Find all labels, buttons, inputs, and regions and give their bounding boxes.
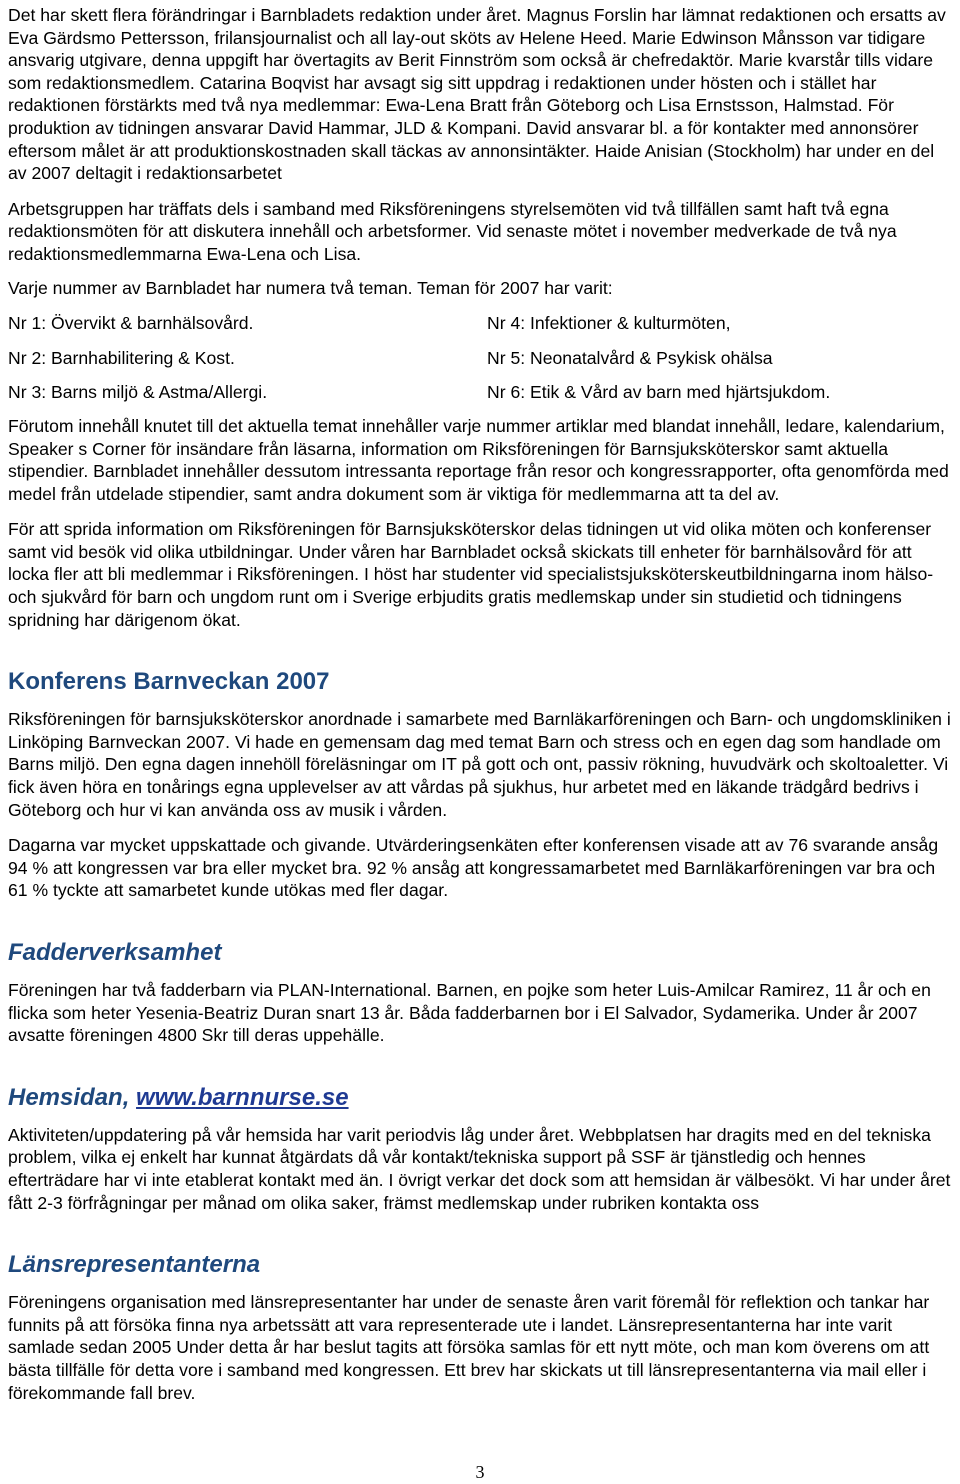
page-number: 3 xyxy=(475,1462,485,1482)
paragraph-sponsorship xyxy=(8,979,952,1047)
sentence: I övrigt verkar det dock som att hemsidan är välbesökt. xyxy=(388,1169,815,1190)
sentence: Utvärderingsenkäten efter konferensen visade att av 76 svarande ansåg 94 % att kongressen var bra eller mycket bra. xyxy=(8,835,939,878)
theme-item: Nr 4: Infektioner & kulturmöten, xyxy=(487,313,731,334)
sentence: Haide Anisian (Stockholm) har under en del av 2007 deltagit i redaktionsarbetet xyxy=(8,140,935,184)
sentence: Vi hade en gemensam dag med temat Barn och stress och en egen dag som handlade om Barns miljö. xyxy=(8,731,941,775)
theme-item: Nr 6: Etik & Vård av barn med hjärtsjukdom. xyxy=(487,382,831,403)
website-heading-prefix: Hemsidan, xyxy=(8,1083,137,1111)
section-heading-regional-reps: Länsrepresentanterna xyxy=(8,1251,261,1279)
sentence: Under år 2007 avsatte föreningen 4800 Skr till deras uppehälle. xyxy=(8,1002,918,1046)
website-link[interactable]: www.barnnurse.se xyxy=(136,1083,349,1111)
section-heading-conference: Konferens Barnveckan 2007 xyxy=(8,668,330,696)
sentence: Barnen, en pojke som heter Luis-Amilcar Ramirez, 11 år och en flicka som heter Yesenia-Beatriz Duran snart 13 år. xyxy=(8,980,931,1023)
sentence: För att sprida information om Riksföreningen för Barnsjuksköterskor delas tidningen ut vid olika möten och konferenser samt vid besök vid olika utbildningar. xyxy=(8,519,932,562)
paragraph-editorial-changes xyxy=(8,4,952,185)
sentence: Catarina Boqvist har avsagt sig sitt uppdrag i redaktionen under hösten och i stället har redaktionen förstärkts med två nya medlemmar: Ewa-Lena Bratt från Göteborg och Lisa Ernstsson, Halmstad. xyxy=(8,72,877,116)
sentence: Vi har under året fått 2-3 förfrågningar per månad om olika saker, främst medlemskap under rubriken kontakta oss xyxy=(8,1169,951,1213)
sentence: Aktiviteten/uppdatering på vår hemsida har varit periodvis låg under året. xyxy=(8,1124,575,1145)
theme-item: Nr 3: Barns miljö & Astma/Allergi. xyxy=(8,382,268,403)
sentence: För produktion av tidningen ansvarar David Hammar, JLD & Kompani. xyxy=(8,95,894,138)
sentence: Webbplatsen har dragits med en del tekniska problem, vilka ej enkelt har kunnat åtgärdats då vår kontakt/tekniska support på SSF är tjänstledig och hennes efterträdare har vi inte etablerat kontakt med än. xyxy=(8,1124,931,1190)
sentence: Båda fadderbarnen bor i El Salvador, Sydamerika. xyxy=(408,1002,801,1023)
sentence: Dagarna var mycket uppskattade och givande. xyxy=(8,835,371,856)
sentence: Den egna dagen innehöll föreläsningar om IT på gott och ont, passiv rökning, huvudvärk och skoltoaletter. xyxy=(104,754,928,775)
sentence: Under våren har Barnbladet också skickats till enheter för barnhälsovård för att locka fler att bli medlemmar i Riksföreningen. xyxy=(8,541,912,585)
sentence: David ansvarar bl. a för kontakter med annonsörer eftersom målet är att produktionskostnaden skall täckas av annonsintäkter. xyxy=(8,117,919,161)
sentence: Förutom innehåll knutet till det aktuella temat innehåller varje nummer artiklar med blandat innehåll, ledare, kalendarium, Speaker s Corner för insändare från läsarna, information om Riksföreningen för Barnsjuksköterskor samt aktuella stipendier. xyxy=(8,415,945,482)
sentence: Magnus Forslin har lämnat redaktionen och ersatts av Eva Gärdsmo Pettersson, frilansjournalist och all lay-out sköts av Helene Heed. xyxy=(8,5,946,48)
sentence: Ett brev har skickats ut till länsrepresentanterna via mail eller i förekommande fall brev. xyxy=(8,1359,927,1403)
section-heading-sponsorship: Fadderverksamhet xyxy=(8,939,222,966)
theme-item: Nr 2: Barnhabilitering & Kost. xyxy=(8,347,235,368)
themes-list xyxy=(8,312,952,404)
theme-item: Nr 5: Neonatalvård & Psykisk ohälsa xyxy=(487,347,773,368)
paragraph-website xyxy=(8,1124,952,1214)
sentence: Arbetsgruppen har träffats dels i samband med Riksföreningens styrelsemöten vid två tillfällen samt haft två egna redaktionsmöten för att diskutera innehåll och arbetsformer. xyxy=(8,198,889,242)
sentence: Föreningens organisation med länsrepresentanter har under de senaste åren varit föremål för reflektion och tankar har funnits på att försöka finna nya arbetssätt att vara representerade ute i landet. xyxy=(8,1292,930,1335)
document-page xyxy=(8,4,952,1404)
sentence: Länsrepresentanterna har inte varit samlade sedan 2005 Under detta år har beslut tagits att försöka samlas för ett nytt möte, och man kom överens om att bästa tillfälle för detta vore i samband med kongressen. xyxy=(8,1314,930,1380)
paragraph-regional-reps xyxy=(8,1291,952,1404)
sentence: Föreningen har två fadderbarn via PLAN-International. xyxy=(8,980,432,1000)
paragraph-distribution xyxy=(8,518,952,631)
sentence: Det har skett flera förändringar i Barnbladets redaktion under året. xyxy=(8,5,522,25)
sentence: I höst har studenter vid specialistsjuksköterskeutbildningarna inom hälso- och sjukvård för barn och ungdom runt om i Sverige erbjudits gratis medlemskap under sin studietid och tidningens spridning har därigenom ökat. xyxy=(8,564,934,630)
sentence: Riksföreningen för barnsjuksköterskor anordnade i samarbete med Barnläkarföreningen och Barn- och ungdomskliniken i Linköping Barnveckan 2007. xyxy=(8,709,951,752)
paragraph-conference-evaluation xyxy=(8,834,952,902)
sentence: Barnbladet innehåller dessutom intressanta reportage från resor och kongressrapporter, ofta genomförda med medel från utdelade stipendier, samt andra dokument som är viktiga för medlemmarna att ta del av. xyxy=(8,461,949,504)
sentence: Marie kvarstår tills vidare som redaktionsmedlem. xyxy=(8,50,934,93)
paragraph-conference xyxy=(8,708,952,821)
theme-item: Nr 1: Övervikt & barnhälsovård. xyxy=(8,313,254,334)
paragraph-working-group xyxy=(8,198,952,266)
sentence: Vid senaste mötet i november medverkade de två nya redaktionsmedlemmarna Ewa-Lena och Lisa. xyxy=(8,221,897,264)
sentence: 92 % ansåg att kongressamarbetet med Barnläkarföreningen var bra och 61 % tyckte att samarbetet kunde utökas med fler dagar. xyxy=(8,857,936,901)
paragraph-content xyxy=(8,415,952,505)
paragraph-themes-intro: Varje nummer av Barnbladet har numera två teman. Teman för 2007 har varit: xyxy=(8,277,613,298)
sentence: Marie Edwinson Månsson var tidigare ansvarig utgivare, denna uppgift har övertagits av Berit Finnström som också är chefredaktör. xyxy=(8,27,926,71)
sentence: Vi fick även höra en tonårings egna upplevelser av att vårdas på sjukhus, hur arbetet med en läkande trädgård bedrivs i Göteborg och hur vi kan använda oss av musik i vården. xyxy=(8,754,949,820)
section-heading-website xyxy=(8,1083,952,1113)
